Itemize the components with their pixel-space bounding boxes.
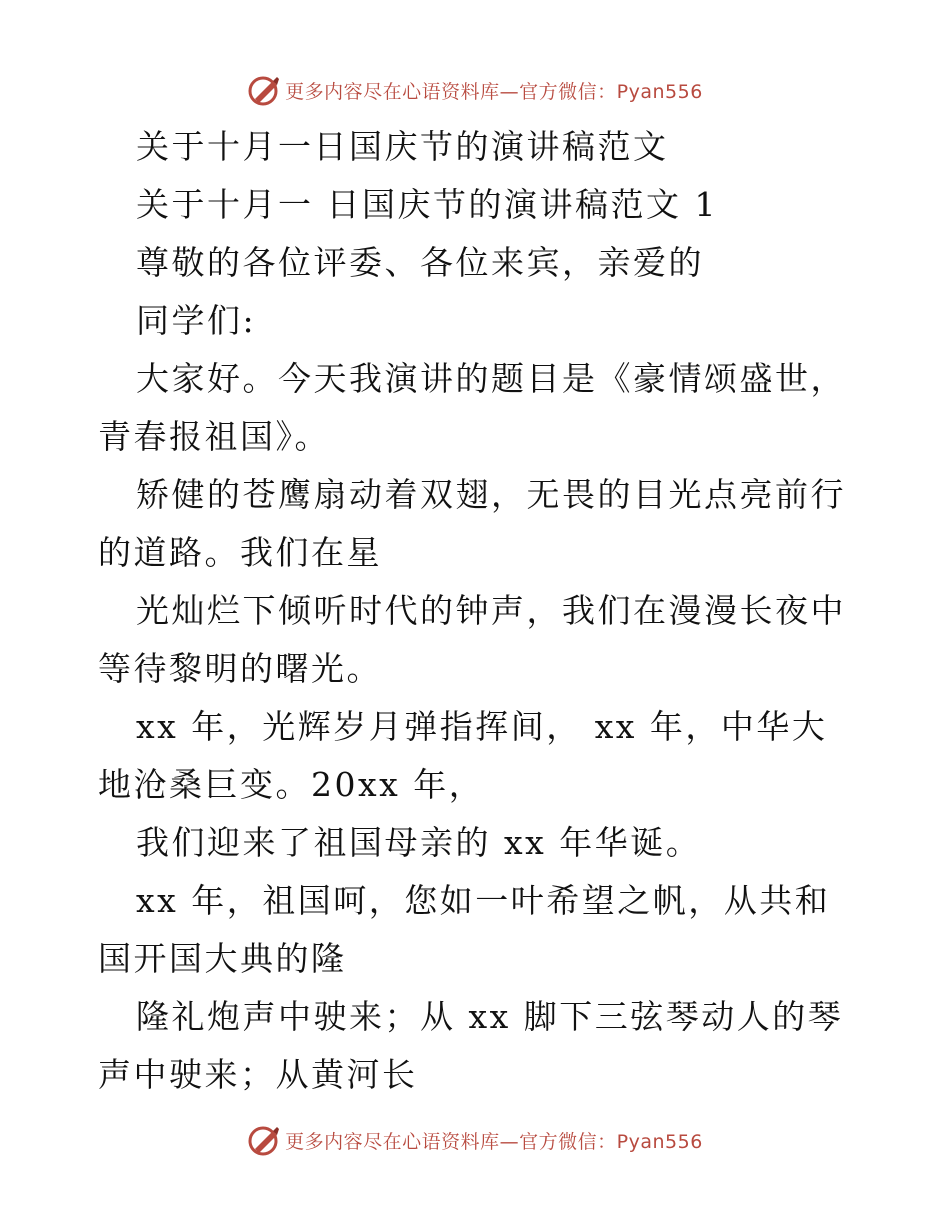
paragraph-subtitle: 关于十月一 日国庆节的演讲稿范文 1 xyxy=(136,185,718,224)
header-banner xyxy=(0,70,950,110)
document-body xyxy=(98,118,858,1104)
paragraph: 矫健的苍鹰扇动着双翅，无畏的目光点亮前行的道路。我们在星 xyxy=(98,475,846,572)
paragraph: 同学们: xyxy=(136,301,257,340)
paragraph: 尊敬的各位评委、各位来宾，亲爱的 xyxy=(136,243,704,282)
pen-logo-icon xyxy=(247,1123,281,1157)
pen-logo-icon xyxy=(247,73,281,107)
paragraph: 隆礼炮声中驶来；从 xx 脚下三弦琴动人的琴声中驶来；从黄河长 xyxy=(98,997,844,1094)
paragraph: xx 年，祖国呵，您如一叶希望之帆，从共和国开国大典的隆 xyxy=(98,881,831,978)
footer-banner-text: 更多内容尽在心语资料库—官方微信：Pyan556 xyxy=(285,1130,703,1153)
paragraph-title: 关于十月一日国庆节的演讲稿范文 xyxy=(136,127,669,166)
paragraph: xx 年，光辉岁月弹指挥间， xx 年，中华大地沧桑巨变。20xx 年， xyxy=(98,707,828,804)
header-banner-text: 更多内容尽在心语资料库—官方微信：Pyan556 xyxy=(285,80,703,103)
paragraph: 光灿烂下倾听时代的钟声，我们在漫漫长夜中等待黎明的曙光。 xyxy=(98,591,846,688)
footer-banner xyxy=(0,1120,950,1160)
paragraph: 大家好。今天我演讲的题目是《豪情颂盛世，青春报祖国》。 xyxy=(98,359,846,456)
paragraph: 我们迎来了祖国母亲的 xx 年华诞。 xyxy=(136,823,702,862)
